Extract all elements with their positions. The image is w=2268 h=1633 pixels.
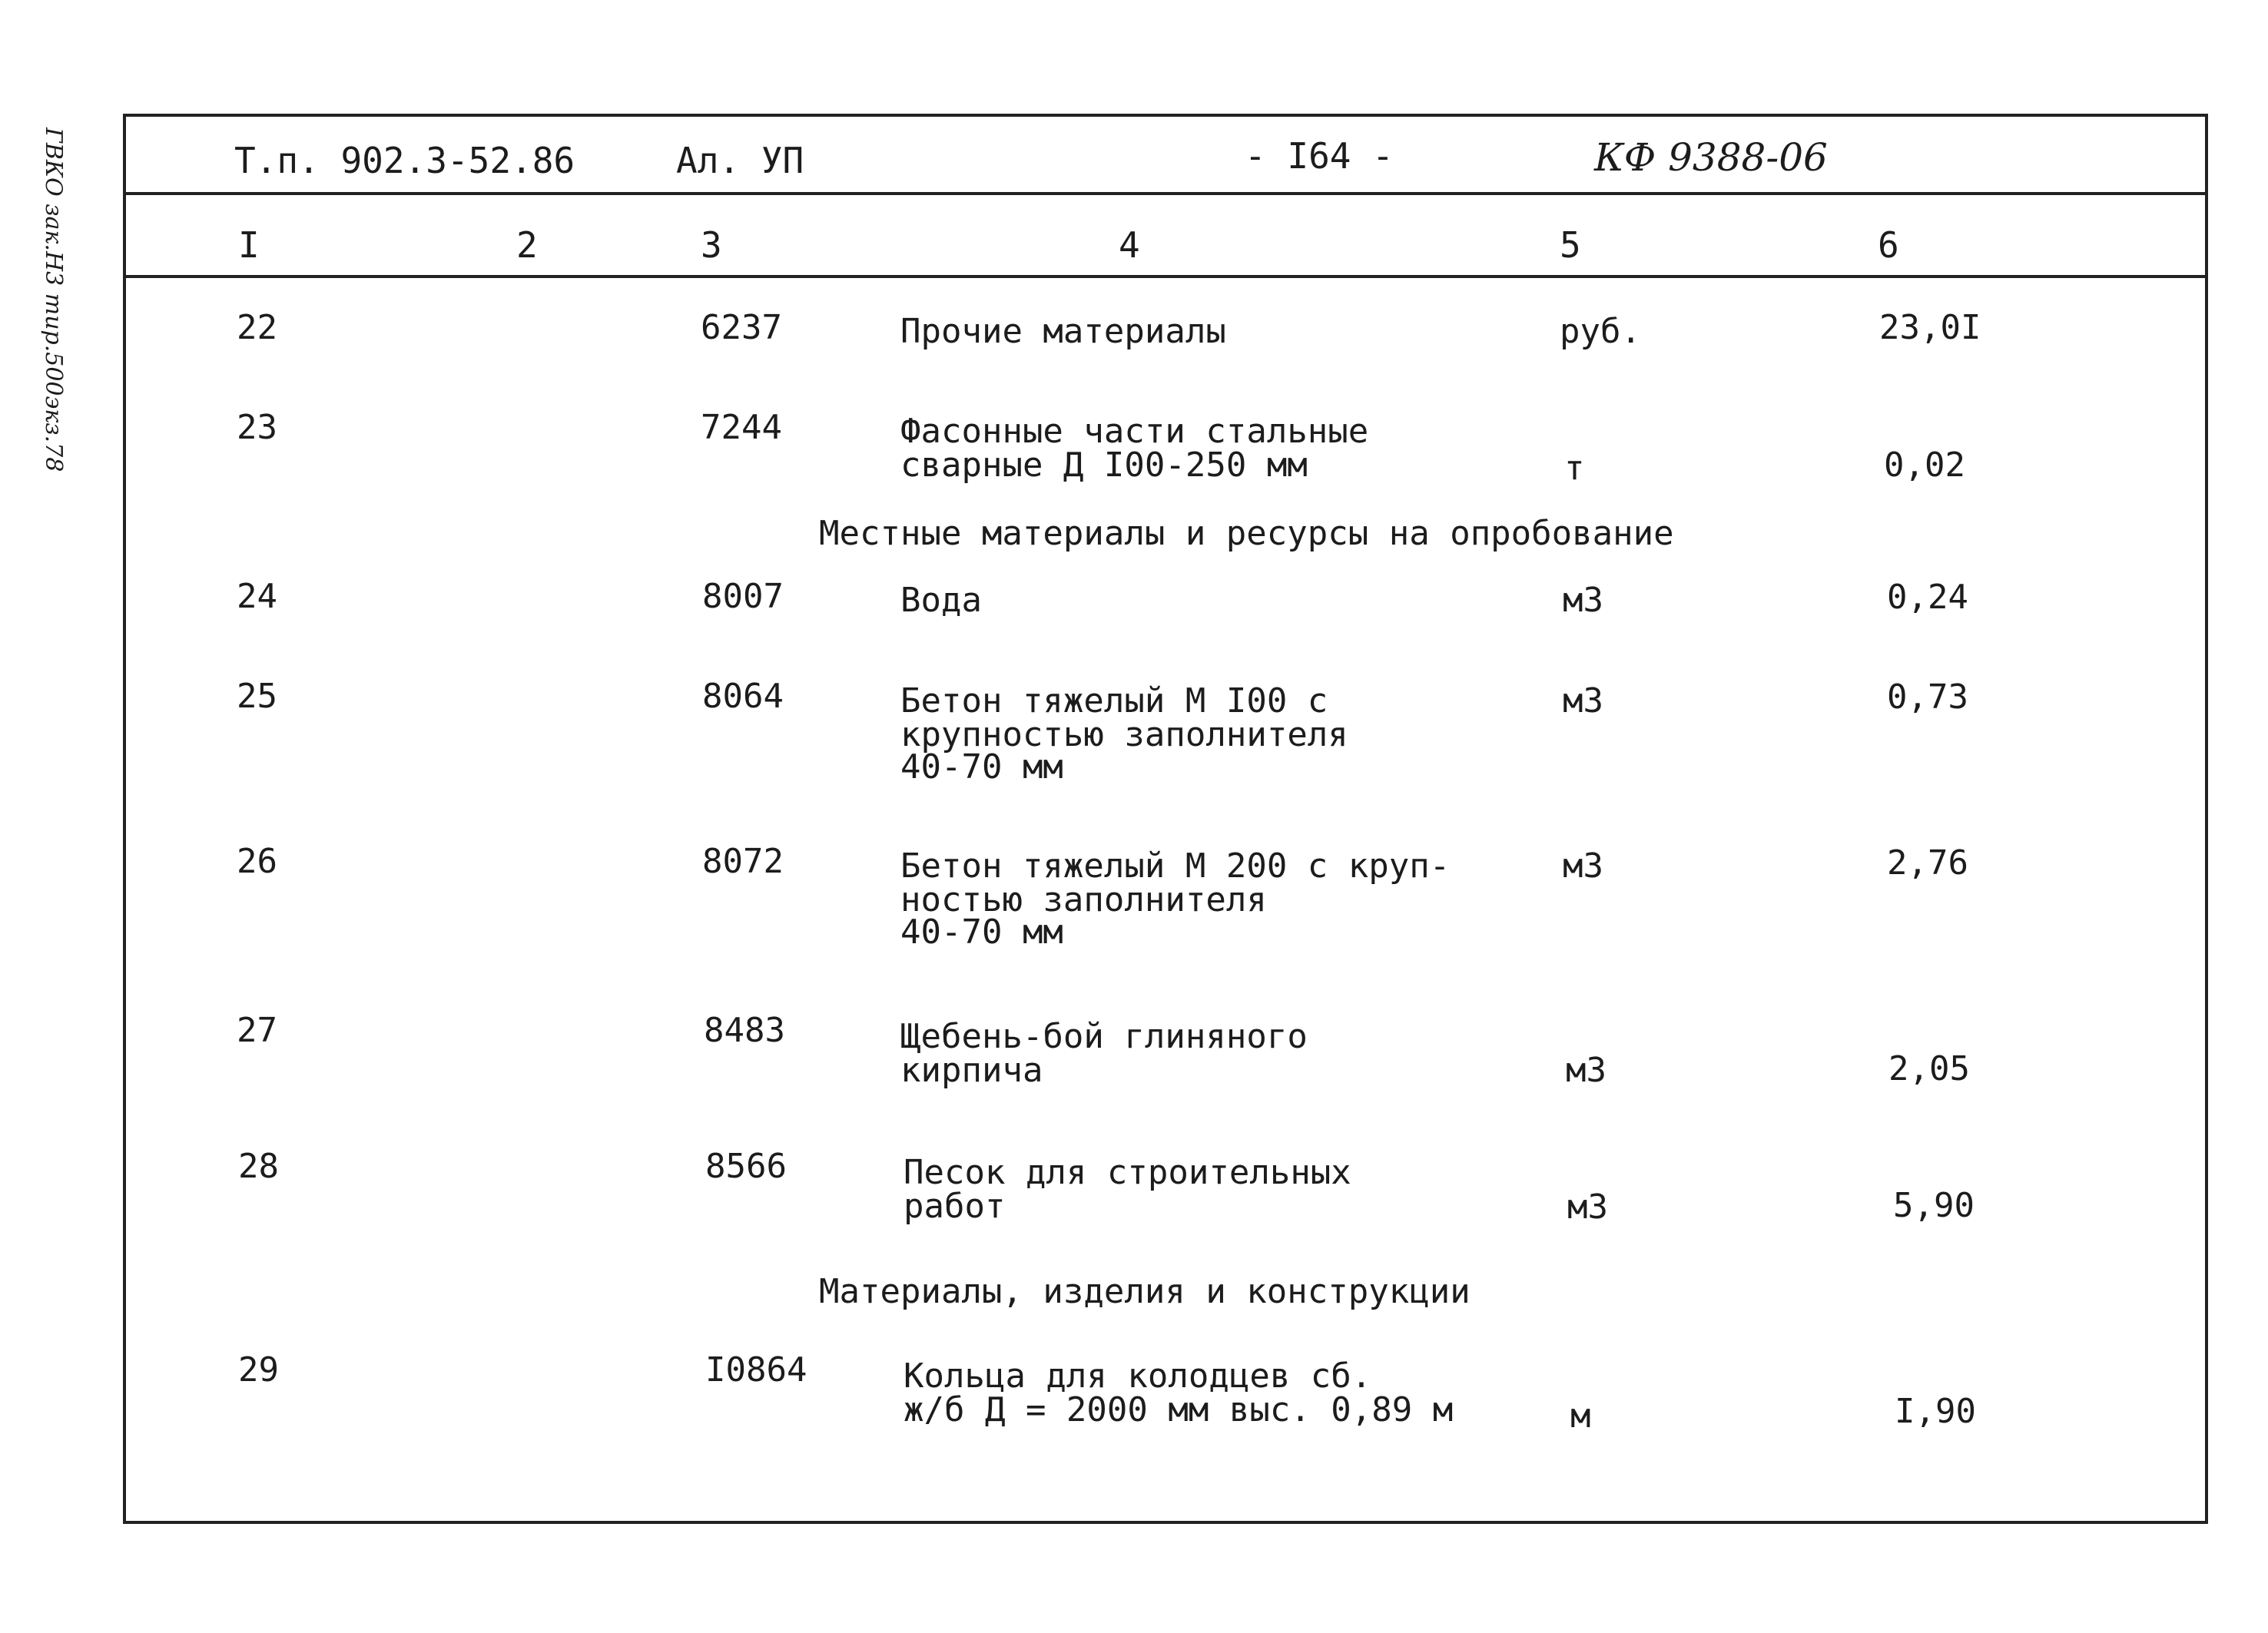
row-number: 29 — [238, 1350, 279, 1390]
row-number: 23 — [237, 408, 277, 447]
section-heading-materials-products: Материалы, изделия и конструкции — [819, 1272, 1471, 1311]
resource-code: 8566 — [705, 1147, 787, 1186]
item-description: 40-70 мм — [900, 913, 1063, 952]
item-description: работ — [904, 1187, 1006, 1226]
margin-stamp: ГВКО зак.Н3 тир.500экз.78 — [40, 128, 67, 472]
col-number-2: 2 — [516, 224, 538, 266]
item-description: Песок для строительных — [904, 1153, 1351, 1192]
unit: м3 — [1563, 681, 1603, 720]
item-description: Фасонные части стальные — [900, 412, 1369, 451]
unit: м3 — [1566, 1051, 1606, 1090]
unit: м3 — [1563, 581, 1603, 620]
row-number: 28 — [238, 1147, 279, 1186]
quantity: I,90 — [1895, 1392, 1976, 1431]
col-number-5: 5 — [1560, 224, 1581, 266]
item-description: Вода — [900, 581, 982, 620]
page-number: - I64 - — [1245, 135, 1394, 177]
row-number: 22 — [237, 308, 277, 347]
section-heading-local-materials: Местные материалы и ресурсы на опробование — [819, 514, 1674, 553]
resource-code: 7244 — [701, 408, 782, 447]
project-code: Т.п. 902.3-52.86 — [234, 140, 575, 181]
resource-code: 8483 — [704, 1011, 785, 1050]
unit: руб. — [1560, 312, 1641, 351]
item-description: крупностью заполнителя — [900, 715, 1348, 754]
resource-code: 6237 — [701, 308, 782, 347]
col-number-1: I — [238, 224, 260, 266]
quantity: 2,05 — [1888, 1049, 1970, 1088]
sheet-code: КФ 9388-06 — [1594, 135, 1828, 180]
quantity: 5,90 — [1893, 1186, 1975, 1225]
header-divider — [123, 192, 2208, 195]
quantity: 0,02 — [1884, 446, 1965, 485]
item-description: ж/б Д = 2000 мм выс. 0,89 м — [904, 1390, 1454, 1429]
resource-code: I0864 — [705, 1350, 807, 1390]
item-description: Щебень-бой глиняного — [900, 1017, 1308, 1056]
unit: м3 — [1567, 1187, 1608, 1227]
unit: м — [1570, 1396, 1591, 1436]
resource-code: 8007 — [702, 577, 784, 616]
item-description: сварные Д I00-250 мм — [900, 446, 1308, 485]
unit: т — [1564, 449, 1585, 488]
quantity: 0,73 — [1887, 677, 1968, 717]
col-number-6: 6 — [1878, 224, 1899, 266]
col-number-3: 3 — [701, 224, 722, 266]
row-number: 27 — [237, 1011, 277, 1050]
item-description: кирпича — [900, 1051, 1043, 1090]
quantity: 2,76 — [1887, 843, 1968, 883]
row-number: 26 — [237, 842, 277, 881]
column-numbers-divider — [123, 275, 2208, 278]
row-number: 25 — [237, 677, 277, 716]
row-number: 24 — [237, 577, 277, 616]
item-description: Бетон тяжелый М 200 с круп- — [900, 846, 1451, 886]
col-number-4: 4 — [1119, 224, 1140, 266]
resource-code: 8064 — [702, 677, 784, 716]
resource-code: 8072 — [702, 842, 784, 881]
item-description: ностью заполнителя — [900, 880, 1267, 919]
item-description: Бетон тяжелый М I00 с — [900, 681, 1328, 720]
quantity: 23,0I — [1879, 308, 1981, 347]
album-label: Ал. УП — [676, 140, 804, 181]
quantity: 0,24 — [1887, 578, 1968, 617]
item-description: Прочие материалы — [900, 312, 1226, 351]
unit: м3 — [1563, 846, 1603, 886]
item-description: Кольца для колодцев сб. — [904, 1356, 1372, 1396]
item-description: 40-70 мм — [900, 747, 1063, 787]
